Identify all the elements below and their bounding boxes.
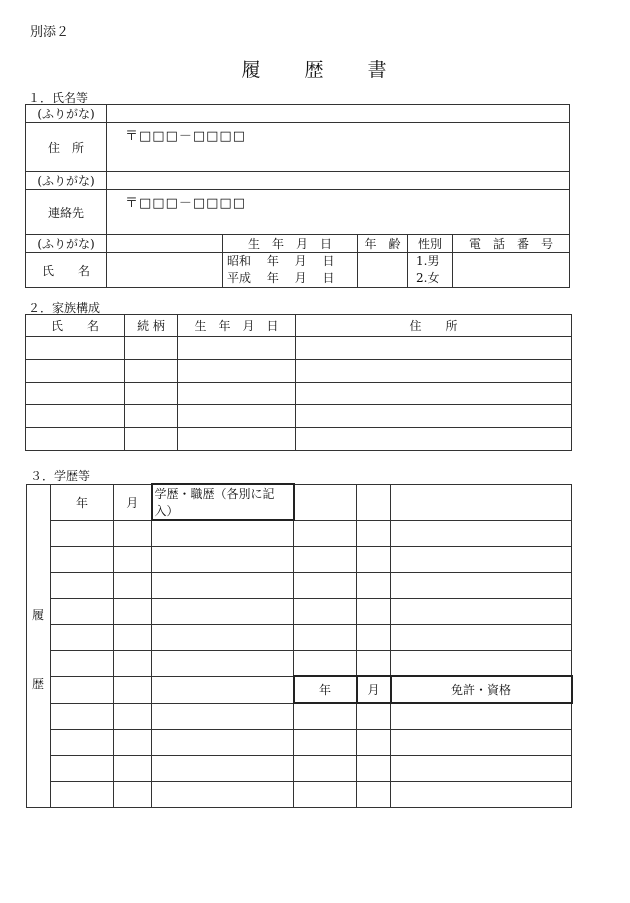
license-cell[interactable] xyxy=(357,755,391,781)
family-cell[interactable] xyxy=(26,383,125,405)
license-col-month: 月 xyxy=(357,676,391,703)
history-side-label: 歴 xyxy=(32,676,45,691)
table-row xyxy=(27,546,572,572)
table-row xyxy=(27,650,572,676)
family-cell[interactable] xyxy=(178,405,296,428)
history-cell[interactable] xyxy=(391,520,572,546)
history-col-month: 月 xyxy=(114,484,152,520)
address-field[interactable] xyxy=(107,123,570,172)
history-cell[interactable] xyxy=(152,703,294,729)
history-cell[interactable] xyxy=(294,572,357,598)
table-row xyxy=(27,624,572,650)
family-cell[interactable] xyxy=(296,383,572,405)
history-cell[interactable] xyxy=(51,572,114,598)
furigana-label: (ふりがな) xyxy=(26,105,107,123)
personal-info-table xyxy=(25,104,570,288)
history-cell[interactable] xyxy=(114,781,152,807)
history-cell[interactable] xyxy=(152,598,294,624)
history-table xyxy=(26,483,573,808)
table-row xyxy=(26,383,572,405)
section1-heading: １．氏名等 xyxy=(28,91,89,105)
furigana-label: (ふりがな) xyxy=(26,235,107,253)
history-col-education: 学歴・職歴（各別に記入） xyxy=(152,484,294,520)
history-col-year: 年 xyxy=(51,484,114,520)
name-field[interactable] xyxy=(107,253,223,288)
sex-male-option[interactable]: 1.男 xyxy=(416,254,440,268)
history-cell[interactable] xyxy=(357,624,391,650)
license-cell[interactable] xyxy=(391,729,572,755)
table-row xyxy=(26,337,572,360)
family-cell[interactable] xyxy=(26,405,125,428)
table-row xyxy=(26,405,572,428)
history-cell[interactable] xyxy=(152,572,294,598)
family-col-name: 氏 名 xyxy=(26,315,125,337)
birth-date-header: 生 年 月 日 xyxy=(223,235,358,253)
history-cell[interactable] xyxy=(114,676,152,703)
history-cell[interactable] xyxy=(357,572,391,598)
history-cell[interactable] xyxy=(294,598,357,624)
phone-field[interactable] xyxy=(453,253,570,288)
family-cell[interactable] xyxy=(26,428,125,451)
postal-code-template: 〒□□□－□□□□ xyxy=(125,129,246,144)
sex-female-option[interactable]: 2.女 xyxy=(416,271,440,285)
history-cell[interactable] xyxy=(357,520,391,546)
history-cell[interactable] xyxy=(152,520,294,546)
history-cell[interactable] xyxy=(51,781,114,807)
license-cell[interactable] xyxy=(391,781,572,807)
license-cell[interactable] xyxy=(357,781,391,807)
license-cell[interactable] xyxy=(294,729,357,755)
phone-header: 電 話 番 号 xyxy=(453,235,570,253)
furigana-label: (ふりがな) xyxy=(26,172,107,190)
history-cell[interactable] xyxy=(51,546,114,572)
history-cell[interactable] xyxy=(51,520,114,546)
history-cell[interactable] xyxy=(152,755,294,781)
history-cell[interactable] xyxy=(391,598,572,624)
table-row xyxy=(27,520,572,546)
family-cell[interactable] xyxy=(26,337,125,360)
history-cell[interactable] xyxy=(294,624,357,650)
history-side-label: 履 xyxy=(32,607,45,622)
postal-code-template: 〒□□□－□□□□ xyxy=(125,196,246,211)
family-cell[interactable] xyxy=(178,360,296,383)
era-heisei: 平成 年 月 日 xyxy=(227,271,335,285)
family-cell[interactable] xyxy=(296,428,572,451)
history-cell[interactable] xyxy=(391,650,572,676)
age-field[interactable] xyxy=(358,253,408,288)
table-row xyxy=(27,572,572,598)
history-cell[interactable] xyxy=(114,546,152,572)
history-cell[interactable] xyxy=(51,650,114,676)
family-cell[interactable] xyxy=(125,383,178,405)
family-cell[interactable] xyxy=(125,405,178,428)
history-cell[interactable] xyxy=(114,729,152,755)
history-cell[interactable] xyxy=(114,572,152,598)
history-cell[interactable] xyxy=(357,484,391,520)
table-row xyxy=(26,428,572,451)
history-cell[interactable] xyxy=(152,676,294,703)
license-col-name: 免許・資格 xyxy=(391,676,572,703)
history-cell[interactable] xyxy=(391,624,572,650)
history-cell[interactable] xyxy=(114,624,152,650)
table-row xyxy=(27,781,572,807)
history-cell[interactable] xyxy=(51,703,114,729)
table-row xyxy=(26,360,572,383)
address-label: 住 所 xyxy=(26,123,107,172)
license-cell[interactable] xyxy=(357,729,391,755)
license-cell[interactable] xyxy=(294,781,357,807)
history-cell[interactable] xyxy=(391,572,572,598)
license-cell[interactable] xyxy=(391,703,572,729)
history-cell[interactable] xyxy=(357,650,391,676)
history-cell[interactable] xyxy=(114,520,152,546)
history-cell[interactable] xyxy=(391,546,572,572)
history-cell[interactable] xyxy=(294,520,357,546)
table-row xyxy=(27,598,572,624)
history-cell[interactable] xyxy=(51,755,114,781)
section2-heading: ２．家族構成 xyxy=(28,301,101,315)
history-cell[interactable] xyxy=(114,598,152,624)
license-cell[interactable] xyxy=(357,703,391,729)
family-cell[interactable] xyxy=(296,360,572,383)
history-cell[interactable] xyxy=(114,703,152,729)
address-furigana-field[interactable] xyxy=(107,105,570,123)
table-row xyxy=(27,755,572,781)
family-cell[interactable] xyxy=(125,337,178,360)
family-cell[interactable] xyxy=(178,428,296,451)
family-cell[interactable] xyxy=(296,405,572,428)
history-cell[interactable] xyxy=(51,676,114,703)
history-cell[interactable] xyxy=(294,650,357,676)
attachment-label: 別添２ xyxy=(30,25,70,40)
license-cell[interactable] xyxy=(294,755,357,781)
table-row xyxy=(27,729,572,755)
history-cell[interactable] xyxy=(294,546,357,572)
family-col-birth: 生 年 月 日 xyxy=(178,315,296,337)
history-cell[interactable] xyxy=(51,729,114,755)
table-row xyxy=(27,703,572,729)
history-cell[interactable] xyxy=(152,624,294,650)
history-cell[interactable] xyxy=(152,650,294,676)
family-cell[interactable] xyxy=(296,337,572,360)
history-cell[interactable] xyxy=(294,484,357,520)
family-cell[interactable] xyxy=(178,383,296,405)
history-cell[interactable] xyxy=(357,598,391,624)
history-cell[interactable] xyxy=(51,598,114,624)
license-cell[interactable] xyxy=(391,755,572,781)
family-cell[interactable] xyxy=(178,337,296,360)
history-cell[interactable] xyxy=(357,546,391,572)
history-cell[interactable] xyxy=(391,484,572,520)
name-label: 氏 名 xyxy=(26,253,107,288)
sex-field[interactable] xyxy=(408,253,453,288)
birth-date-field[interactable] xyxy=(223,253,358,288)
contact-furigana-field[interactable] xyxy=(107,172,570,190)
page-title: 履 歴 書 xyxy=(241,59,389,81)
sex-header: 性別 xyxy=(408,235,453,253)
age-header: 年 齢 xyxy=(358,235,408,253)
history-side-column xyxy=(27,484,51,807)
era-showa: 昭和 年 月 日 xyxy=(227,254,335,268)
license-col-year: 年 xyxy=(294,676,357,703)
history-cell[interactable] xyxy=(152,546,294,572)
family-cell[interactable] xyxy=(26,360,125,383)
contact-label: 連絡先 xyxy=(26,190,107,235)
history-cell[interactable] xyxy=(152,729,294,755)
family-col-relation: 続 柄 xyxy=(125,315,178,337)
name-furigana-field[interactable] xyxy=(107,235,223,253)
family-col-address: 住 所 xyxy=(296,315,572,337)
license-cell[interactable] xyxy=(294,703,357,729)
history-cell[interactable] xyxy=(114,650,152,676)
section3-heading: ３．学歴等 xyxy=(30,469,91,483)
history-cell[interactable] xyxy=(114,755,152,781)
history-cell[interactable] xyxy=(152,781,294,807)
contact-field[interactable] xyxy=(107,190,570,235)
family-table xyxy=(25,314,572,451)
history-cell[interactable] xyxy=(51,624,114,650)
family-cell[interactable] xyxy=(125,360,178,383)
family-cell[interactable] xyxy=(125,428,178,451)
